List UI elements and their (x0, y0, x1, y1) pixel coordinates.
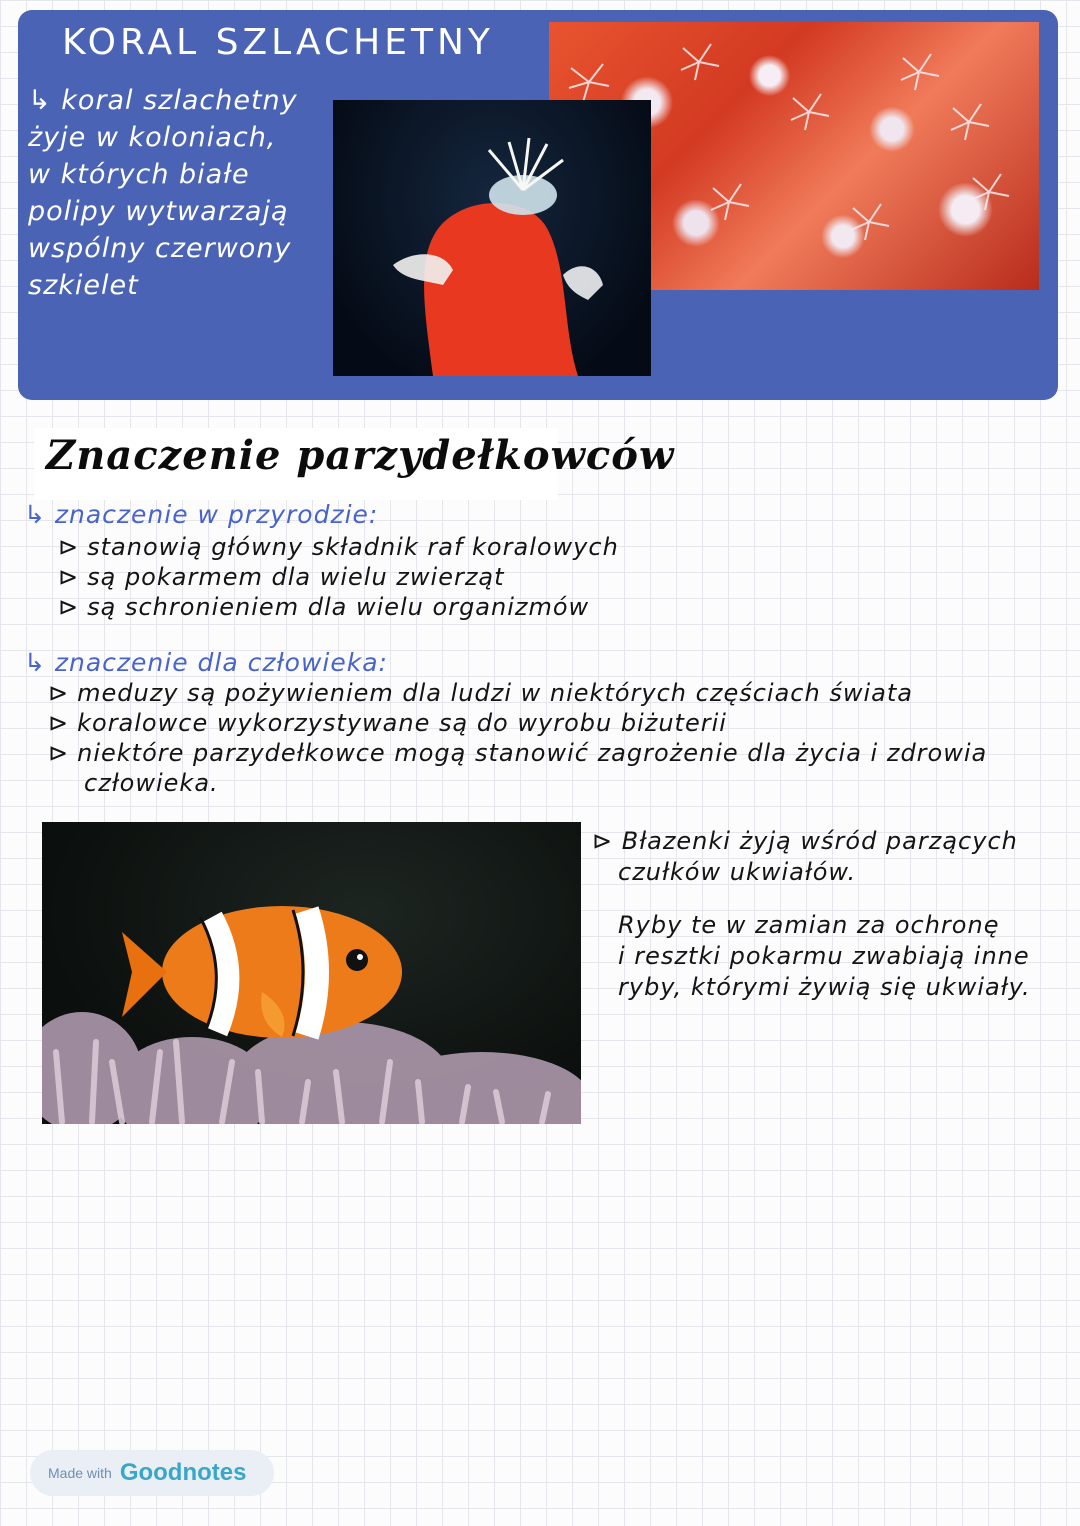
clownfish-illustration (42, 822, 581, 1124)
list-item: ⊳ niektóre parzydełkowce mogą stanowić zagrożenie dla życia i zdrowia (48, 739, 988, 767)
arrow-bullet-icon: ⊳ (48, 739, 70, 767)
coral-polyp-photo (333, 100, 651, 376)
coral-description-line: żyje w koloniach, (28, 122, 277, 153)
list-item: ⊳ koralowce wykorzystywane są do wyrobu biżuterii (48, 709, 727, 737)
coral-description-line: ↳ koral szlachetny (28, 85, 298, 116)
clownfish-photo (42, 822, 581, 1124)
nature-list (58, 532, 619, 622)
clownfish-note-2: Ryby te w zamian za ochronę i resztki pokarmu zwabiają inne ryby, którymi żywią się ukwiały. (618, 911, 1031, 1001)
arrow-bullet-icon: ⊳ (592, 827, 614, 855)
coral-description-line: polipy wytwarzają (28, 196, 289, 227)
coral-polyp-illustration (333, 100, 651, 376)
coral-description-line: w których białe (28, 159, 250, 190)
arrow-bullet-icon: ⊳ (58, 533, 80, 561)
clownfish-notes (592, 826, 1042, 1003)
coral-description-line: szkielet (28, 270, 139, 301)
list-item: ⊳ meduzy są pożywieniem dla ludzi w niektórych częściach świata (48, 679, 913, 707)
coral-description (28, 82, 318, 304)
coral-description-line: wspólny czerwony (28, 233, 292, 264)
arrow-bullet-icon: ⊳ (48, 709, 70, 737)
list-item: ⊳ stanowią główny składnik raf koralowych (58, 533, 619, 561)
list-item-continuation: człowieka. (84, 769, 219, 797)
arrow-bullet-icon: ⊳ (58, 563, 80, 591)
human-list (48, 678, 987, 798)
badge-prefix: Made with (48, 1465, 112, 1481)
coral-title: KORAL SZLACHETNY (62, 22, 494, 63)
nature-subheading: ↳ znaczenie w przyrodzie: (24, 500, 379, 529)
arrow-bullet-icon: ⊳ (58, 593, 80, 621)
section-heading: Znaczenie parzydełkowców (46, 432, 675, 479)
goodnotes-badge (30, 1450, 274, 1496)
list-item: ⊳ są pokarmem dla wielu zwierząt (58, 563, 505, 591)
arrow-bullet-icon: ⊳ (48, 679, 70, 707)
list-item: ⊳ są schronieniem dla wielu organizmów (58, 593, 590, 621)
human-subheading: ↳ znaczenie dla człowieka: (24, 648, 388, 677)
clownfish-note-1: ⊳ Błazenki żyją wśród parzących czułków ukwiałów. (592, 827, 1018, 886)
goodnotes-logo: Goodnotes (119, 1459, 247, 1486)
